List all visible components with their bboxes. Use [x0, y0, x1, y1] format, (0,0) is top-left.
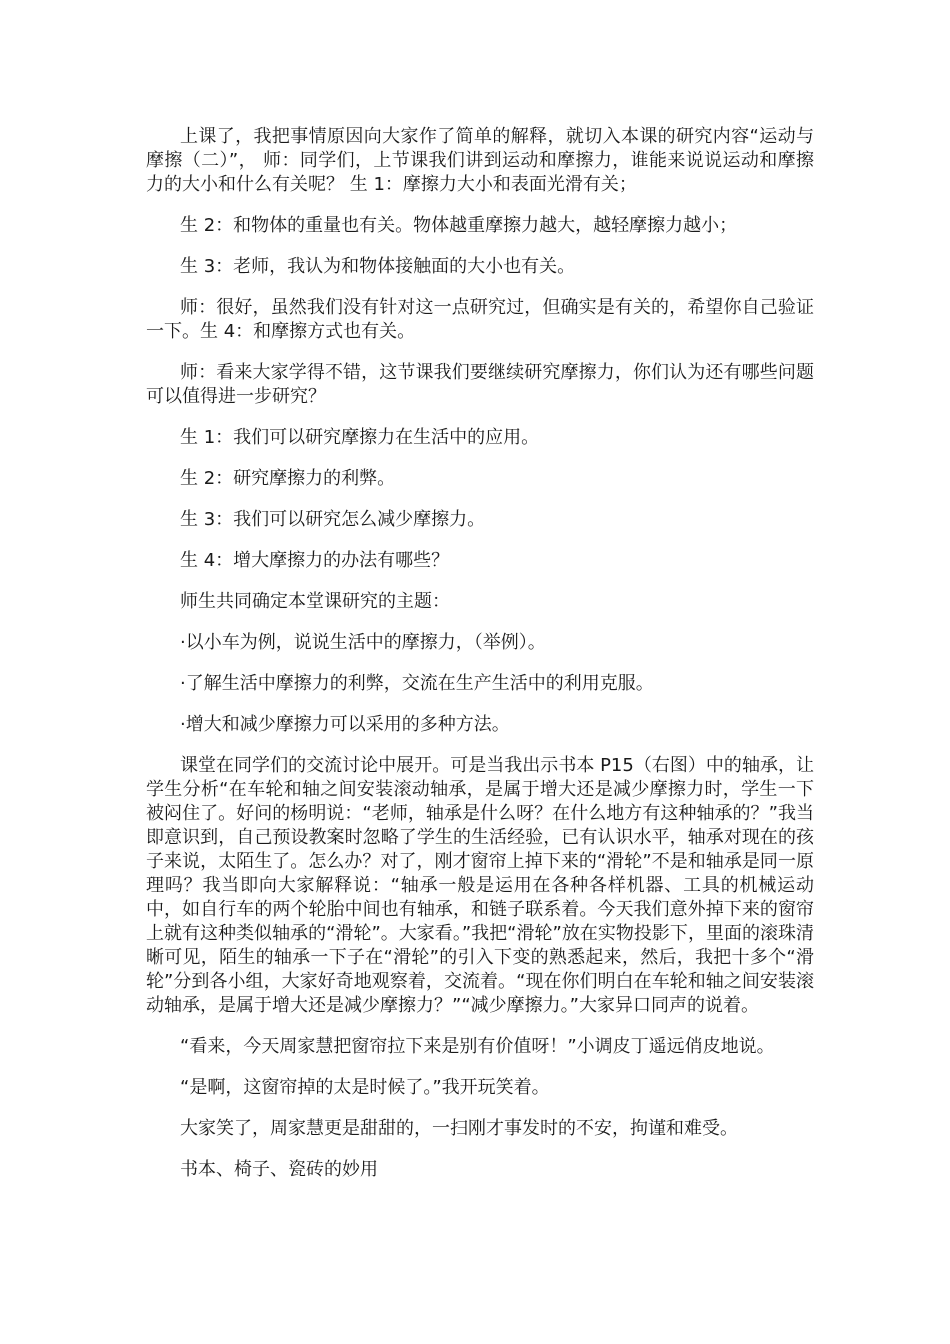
paragraph-everyone-laughs: 大家笑了，周家慧更是甜甜的，一扫刚才事发时的不安，拘谨和难受。 — [180, 1118, 738, 1139]
document-body — [146, 125, 814, 1199]
section-heading: 书本、椅子、瓷砖的妙用 — [180, 1159, 378, 1180]
topic-item-1: ·以小车为例，说说生活中的摩擦力，（举例）。 — [180, 632, 546, 653]
paragraph-teacher-verify: 师：很好，虽然我们没有针对这一点研究过，但确实是有关的，希望你自己验证一下。生 4：和摩擦方式也有关。 — [146, 297, 814, 342]
paragraph-bearing-story: 课堂在同学们的交流讨论中展开。可是当我出示书本 P15（右图）中的轴承，让学生分析“在车轮和轴之间安装滚动轴承，是属于增大还是减少摩擦力时，学生一下被闷住了。好问的杨明说：“老师，轴承是什么呀？在什么地方有这种轴承的？”我当即意识到，自己预设教案时忽略了学生的生活经验，已有认识水平，轴承对现在的孩子来说，太陌生了。怎么办？对了，刚才窗帘上掉下来的“滑轮”不是和轴承是同一原理吗？我当即向大家解释说：“轴承一般是运用在各种各样机器、工具的机械运动中，如自行车的两个轮胎中间也有轴承，和链子联系着。今天我们意外掉下来的窗帘上就有这种类似轴承的“滑轮”。大家看。”我把“滑轮”放在实物投影下，里面的滚珠清晰可见，陌生的轴承一下子在“滑轮”的引入下变的熟悉起来，然后，我把十多个“滑轮”分到各小组，大家好奇地观察着，交流着。“现在你们明白在车轮和轴之间安装滚动轴承，是属于增大还是减少摩擦力？”“减少摩擦力。”大家异口同声的说着。 — [146, 755, 814, 1016]
topic-item-3: ·增大和减少摩擦力可以采用的多种方法。 — [180, 714, 510, 735]
paragraph-student-4-increase: 生 4：增大摩擦力的办法有哪些？ — [180, 550, 450, 571]
paragraph-student-2-pros-cons: 生 2：研究摩擦力的利弊。 — [180, 468, 396, 489]
paragraph-student-3-reduce: 生 3：我们可以研究怎么减少摩擦力。 — [180, 509, 486, 530]
paragraph-student-1-application: 生 1：我们可以研究摩擦力在生活中的应用。 — [180, 427, 540, 448]
paragraph-intro: 上课了，我把事情原因向大家作了简单的解释，就切入本课的研究内容“运动与摩擦（二）”， 师：同学们，上节课我们讲到运动和摩擦力，谁能来说说运动和摩擦力的大小和什么有关呢？ 生 1：摩擦力大小和表面光滑有关； — [146, 126, 814, 195]
paragraph-quote-ding: “看来，今天周家慧把窗帘拉下来是别有价值呀！”小调皮丁遥远俏皮地说。 — [180, 1036, 775, 1057]
paragraph-teacher-question: 师：看来大家学得不错，这节课我们要继续研究摩擦力，你们认为还有哪些问题可以值得进一步研究？ — [146, 362, 814, 407]
paragraph-topic-intro: 师生共同确定本堂课研究的主题： — [180, 591, 450, 612]
topic-item-2: ·了解生活中摩擦力的利弊，交流在生产生活中的利用克服。 — [180, 673, 654, 694]
paragraph-quote-teacher: “是啊，这窗帘掉的太是时候了。”我开玩笑着。 — [180, 1077, 550, 1098]
paragraph-student-3-contact-area: 生 3：老师，我认为和物体接触面的大小也有关。 — [180, 256, 576, 277]
paragraph-student-2-weight: 生 2：和物体的重量也有关。物体越重摩擦力越大，越轻摩擦力越小； — [180, 215, 738, 236]
